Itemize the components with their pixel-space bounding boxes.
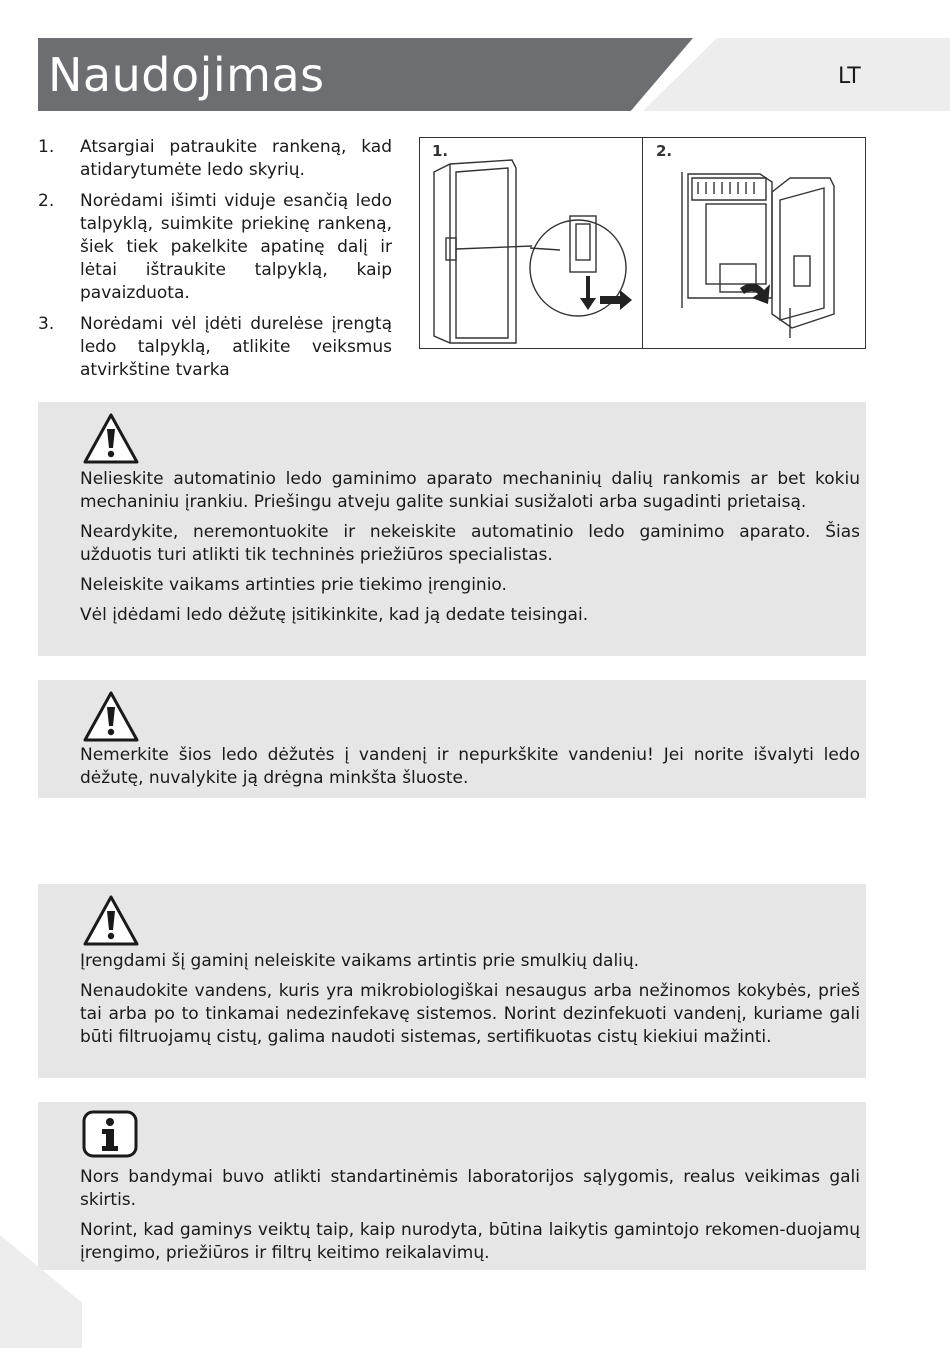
info-icon bbox=[82, 1110, 138, 1158]
warning-text: Vėl įdėdami ledo dėžutę įsitikinkite, kad ją dedate teisingai. bbox=[80, 605, 589, 625]
step-text: Norėdami išimti viduje esančią ledo talpyklą, suimkite priekinę rankeną, šiek tiek pakelkite apatinę dalį ir lėtai ištraukite talpyklą, kaip pavaizduota. bbox=[80, 191, 392, 303]
ice-bin-illustration bbox=[419, 137, 866, 349]
warning-text: Nenaudokite vandens, kuris yra mikrobiologiškai nesaugus arba nežinomos kokybės, prieš tai arba po to tinkamai nedezinfekavę sistemos. Norint dezinfekuoti vandenį, kuriame gali būti filtruojamų cistų, galima naudoti sistemas, sertifikuotas cistų kiekiui mažinti. bbox=[80, 981, 860, 1047]
step-number: 2. bbox=[38, 191, 55, 211]
step-number: 3. bbox=[38, 314, 55, 334]
warning-text: Įrengdami šį gaminį neleiskite vaikams artintis prie smulkių dalių. bbox=[80, 951, 640, 971]
figure-panel-label: 1. bbox=[432, 142, 449, 160]
warning-box-2 bbox=[38, 680, 866, 798]
warning-box-3 bbox=[38, 884, 866, 1078]
language-code: LT bbox=[838, 64, 861, 89]
page-title: Naudojimas bbox=[48, 48, 325, 102]
warning-triangle-icon bbox=[82, 690, 140, 744]
language-band bbox=[643, 38, 950, 111]
warning-text: Nemerkite šios ledo dėžutės į vandenį ir nepurkškite vandeniu! Jei norite išvalyti ledo dėžutę, nuvalykite ją drėgna minkšta šluoste. bbox=[80, 745, 860, 788]
warning-triangle-icon bbox=[82, 412, 140, 466]
warning-box-1 bbox=[38, 402, 866, 656]
step-number: 1. bbox=[38, 137, 55, 157]
ice-bin-drawing bbox=[420, 138, 867, 350]
info-text: Nors bandymai buvo atlikti standartinėmis laboratorijos sąlygomis, realus veikimas gali skirtis. bbox=[80, 1167, 860, 1210]
warning-text: Neleiskite vaikams artinties prie tiekimo įrenginio. bbox=[80, 575, 507, 595]
step-text: Norėdami vėl įdėti durelėse įrengtą ledo talpyklą, atlikite veiksmus atvirkštine tvarka bbox=[80, 314, 392, 380]
info-box bbox=[38, 1102, 866, 1270]
warning-triangle-icon bbox=[82, 894, 140, 948]
warning-text: Nelieskite automatinio ledo gaminimo aparato mechaninių dalių rankomis ar bet kokiu mechaniniu įrankiu. Priešingu atveju galite sunkiai susižaloti arba sugadinti prietaisą. bbox=[80, 469, 860, 512]
step-text: Atsargiai patraukite rankeną, kad atidarytumėte ledo skyrių. bbox=[80, 137, 392, 180]
step-item bbox=[38, 313, 392, 382]
step-item bbox=[38, 136, 392, 182]
warning-text: Neardykite, neremontuokite ir nekeiskite automatinio ledo gaminimo aparato. Šias užduotis turi atlikti tik techninės priežiūros specialistas. bbox=[80, 522, 860, 565]
instruction-steps bbox=[38, 136, 392, 390]
step-item bbox=[38, 190, 392, 305]
figure-panel-label: 2. bbox=[656, 142, 673, 160]
info-text: Norint, kad gaminys veiktų taip, kaip nurodyta, būtina laikytis gamintojo rekomen-duojamų įrengimo, priežiūros ir filtrų keitimo reikalavimų. bbox=[80, 1220, 860, 1263]
